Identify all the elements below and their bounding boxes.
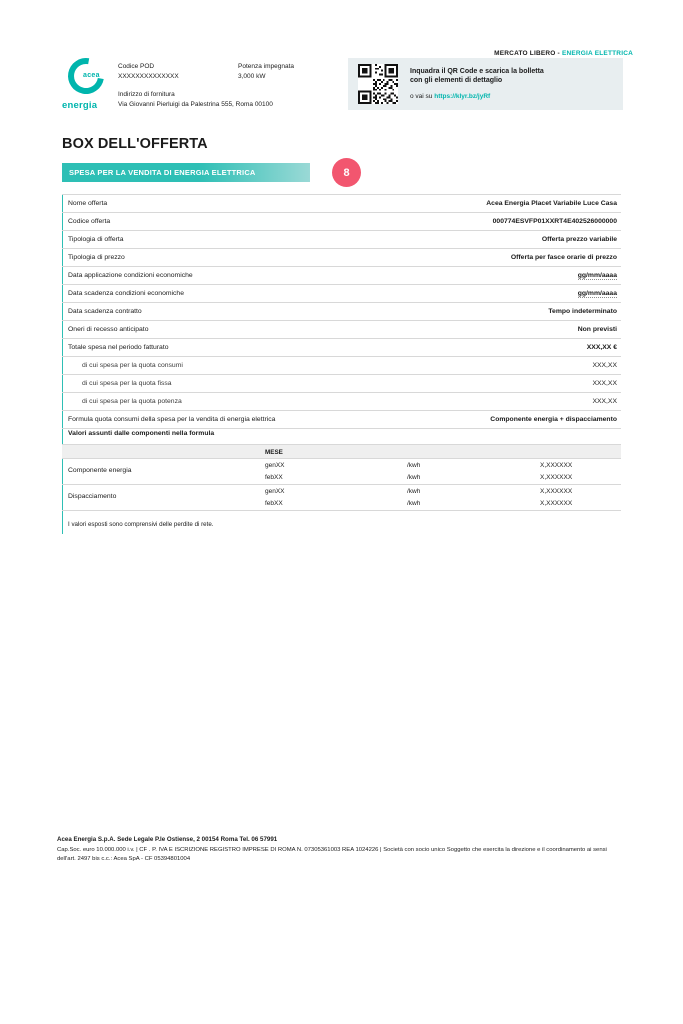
table-row (62, 267, 621, 285)
formula-row (62, 459, 621, 472)
formula-month: genXX (265, 461, 285, 469)
row-label: di cui spesa per la quota consumi (82, 361, 183, 369)
formula-row (62, 472, 621, 486)
supply-address-block (118, 90, 273, 110)
formula-value: X,XXXXXX (540, 474, 573, 481)
qr-promo-panel (348, 58, 623, 110)
row-value: Tempo indeterminato (548, 307, 617, 315)
table-row (62, 357, 621, 375)
market-prefix: MERCATO LIBERO - (494, 50, 562, 57)
power-block (238, 62, 294, 82)
pod-label: Codice POD (118, 63, 155, 70)
market-type-label (494, 50, 633, 57)
qr-promo-line2: con gli elementi di dettaglio (410, 77, 503, 85)
qr-alt-prefix: o vai su (410, 93, 435, 100)
acea-energia-logo (62, 58, 122, 118)
row-value: gg/mm/aaaa (577, 289, 617, 297)
formula-unit: /kwh (407, 487, 421, 495)
row-value: Componente energia + dispacciamento (490, 415, 617, 423)
formula-row (62, 485, 621, 498)
formula-value: X,XXXXXX (540, 461, 573, 469)
formula-section-title: Valori assunti dalle componenti nella formula (68, 430, 215, 437)
address-label: Indirizzo di fornitura (118, 91, 175, 98)
footer (57, 835, 622, 865)
formula-component-name: Componente energia (68, 467, 132, 474)
formula-table (62, 444, 621, 511)
pod-value: XXXXXXXXXXXXXX (118, 73, 179, 81)
section-band (62, 163, 310, 182)
row-value: XXX,XX (592, 379, 617, 387)
power-value: 3,000 kW (238, 73, 266, 81)
formula-value: X,XXXXXX (540, 500, 573, 507)
table-row (62, 194, 621, 213)
row-label: Nome offerta (68, 199, 108, 207)
row-value: gg/mm/aaaa (577, 271, 617, 279)
formula-component-name: Dispacciamento (68, 493, 117, 500)
status-badge: 8 (332, 158, 361, 187)
formula-unit: /kwh (407, 474, 421, 481)
formula-row (62, 498, 621, 512)
power-label: Potenza impegnata (238, 63, 295, 70)
row-label: di cui spesa per la quota potenza (82, 397, 182, 405)
row-value: XXX,XX € (586, 343, 617, 351)
table-row (62, 231, 621, 249)
row-label: Tipologia di prezzo (68, 253, 125, 261)
row-label: Data scadenza condizioni economiche (68, 289, 184, 297)
formula-unit: /kwh (407, 461, 421, 469)
table-row (62, 411, 621, 429)
row-value: 000774ESVFP01XXRT4E402526000000 (492, 217, 617, 225)
page-title: BOX DELL'OFFERTA (62, 136, 208, 152)
market-energy-type: ENERGIA ELETTRICA (561, 50, 633, 57)
qr-promo-line1: Inquadra il QR Code e scarica la bolletta (410, 68, 544, 75)
table-row (62, 393, 621, 411)
row-value: XXX,XX (592, 397, 617, 405)
row-value: XXX,XX (592, 361, 617, 369)
formula-value: X,XXXXXX (540, 487, 573, 495)
footer-legal-line: Cap.Soc. euro 10.000.000 i.v. | CF . P. IVA E ISCRIZIONE REGISTRO IMPRESE DI ROMA N. 07305361003 REA 1024226 | Società con socio unico Soggetto che esercita la direzione e il coordinamento ai sensi dell'art. 2497 bis c.c.: Acea SpA - CF 05394801004 (57, 847, 607, 863)
qr-alt-link[interactable]: https://klyr.bz/jyRf (434, 93, 491, 100)
footer-company-line: Acea Energia S.p.A. Sede Legale P.le Ostiense, 2 00154 Roma Tel. 06 57991 (57, 836, 278, 843)
row-label: Data scadenza contratto (68, 307, 142, 315)
qr-alt-line (410, 93, 490, 100)
row-label: Formula quota consumi della spesa per la vendita di energia elettrica (68, 415, 276, 423)
row-label: di cui spesa per la quota fissa (82, 379, 172, 387)
logo-energia-text: energia (62, 100, 98, 111)
row-label: Codice offerta (68, 217, 111, 225)
table-row (62, 321, 621, 339)
table-row (62, 303, 621, 321)
table-row (62, 375, 621, 393)
row-label: Data applicazione condizioni economiche (68, 271, 193, 279)
logo-acea-text: acea (83, 72, 100, 79)
qr-promo-text (410, 67, 615, 86)
table-row (62, 213, 621, 231)
table-row (62, 249, 621, 267)
formula-unit: /kwh (407, 500, 421, 507)
formula-month: febXX (265, 474, 283, 481)
pod-block (118, 62, 179, 82)
table-row (62, 285, 621, 303)
row-value: Offerta prezzo variabile (541, 235, 617, 243)
formula-month: febXX (265, 500, 283, 507)
formula-note: I valori esposti sono comprensivi delle perdite di rete. (68, 521, 214, 528)
table-row (62, 339, 621, 357)
row-value: Offerta per fasce orarie di prezzo (510, 253, 617, 261)
section-band-label: SPESA PER LA VENDITA DI ENERGIA ELETTRICA (69, 168, 256, 177)
formula-month: genXX (265, 487, 285, 495)
offer-table (62, 194, 621, 429)
address-value: Via Giovanni Pierluigi da Palestrina 555, Roma 00100 (118, 101, 273, 109)
row-value: Non previsti (577, 325, 617, 333)
row-label: Oneri di recesso anticipato (68, 325, 149, 333)
row-label: Tipologia di offerta (68, 235, 124, 243)
qr-code-icon[interactable] (358, 64, 398, 104)
formula-col-month: MESE (265, 448, 283, 456)
formula-table-header (62, 444, 621, 459)
row-value: Acea Energia Placet Variabile Luce Casa (486, 199, 617, 207)
row-label: Totale spesa nel periodo fatturato (68, 343, 169, 351)
